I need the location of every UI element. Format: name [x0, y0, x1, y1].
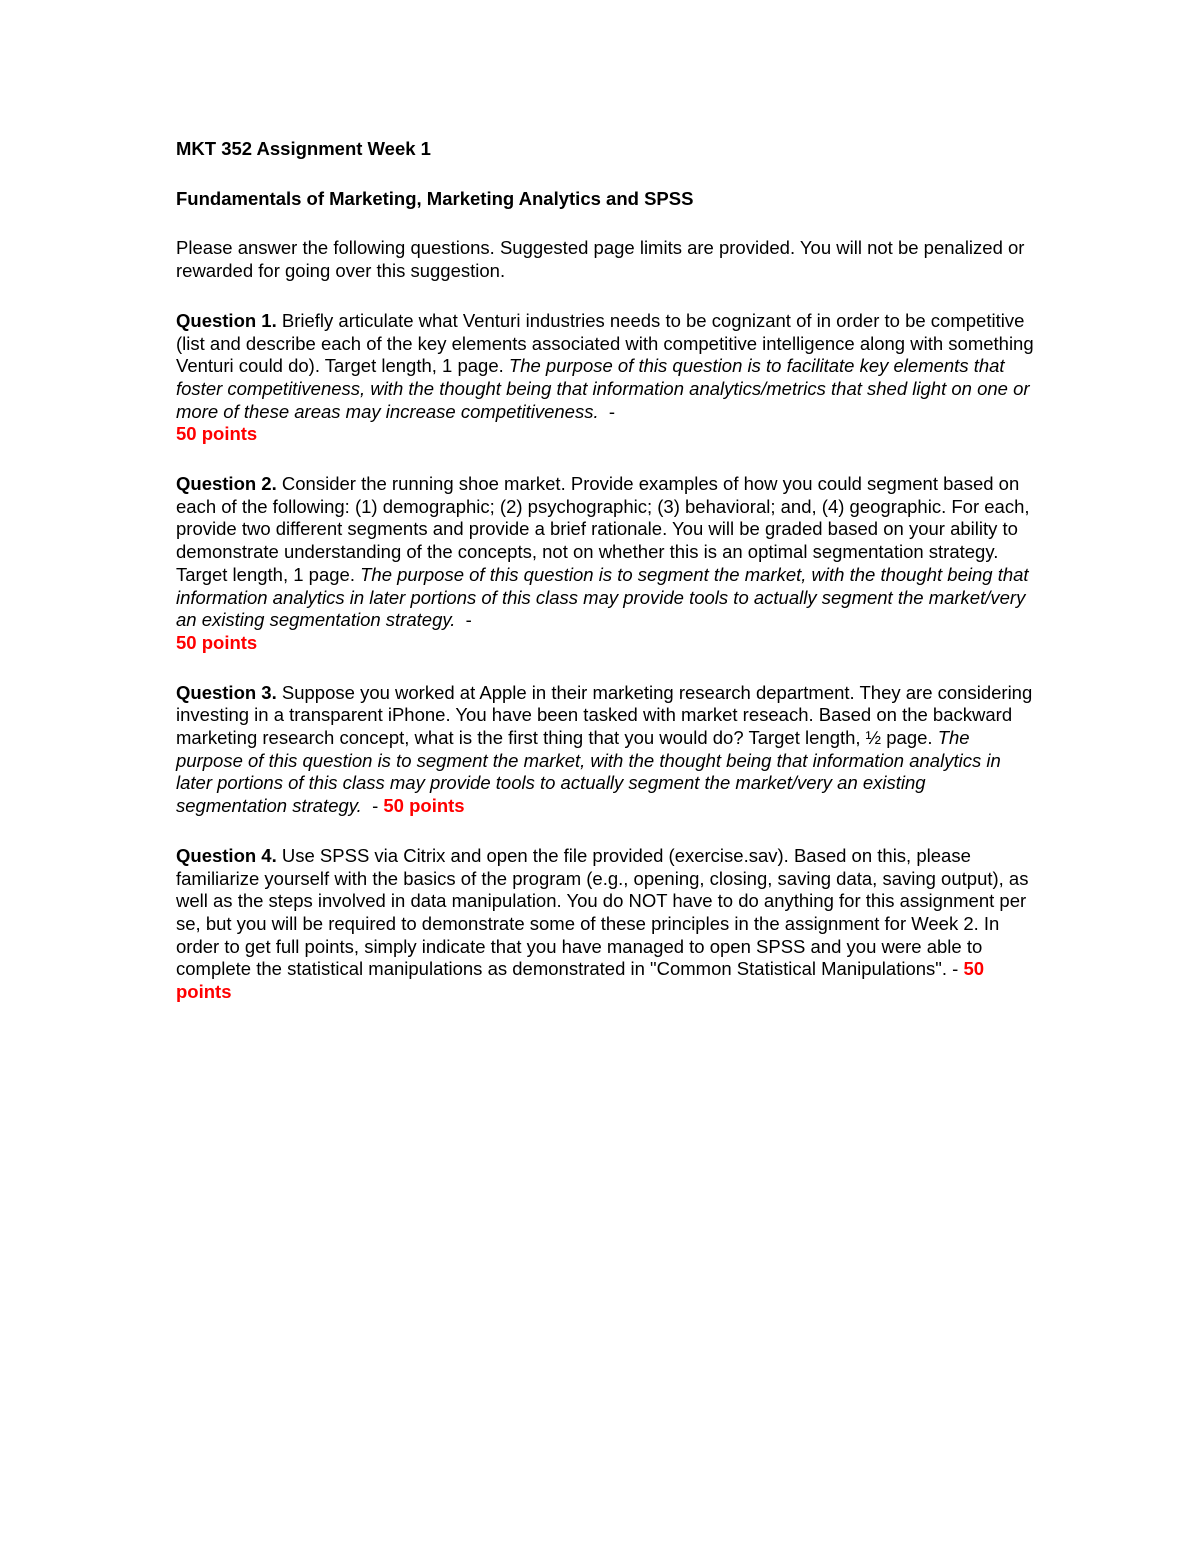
question-3-purpose: The purpose of this question is to segment the market, with the thought being that information analytics in later portions of this class may provide tools to actually segment the market/very an existing segmentation strategy.	[176, 727, 1001, 817]
question-1	[176, 310, 1036, 446]
question-4	[176, 845, 1036, 1004]
question-3-label: Question 3.	[176, 681, 277, 703]
question-4-points: 50 points	[176, 958, 985, 1003]
question-2-points: 50 points	[176, 631, 258, 653]
question-2-dash: -	[455, 609, 472, 631]
question-4-body: Use SPSS via Citrix and open the file provided (exercise.sav). Based on this, please familiarize yourself with the basics of the program (e.g., opening, closing, saving data, saving output), as well as the steps involved in data manipulation. You do NOT have to do anything for this assignment per se, but you will be required to demonstrate some of these principles in the assignment for Week 2. In order to get full points, simply indicate that you have managed to open SPSS and you were able to complete the statistical manipulations as demonstrated in "Common Statistical Manipulations".	[176, 844, 1029, 980]
question-1-points: 50 points	[176, 423, 258, 445]
document-body	[176, 138, 1036, 1031]
question-2-body: Consider the running shoe market. Provide examples of how you could segment based on each of the following: (1) demographic; (2) psychographic; (3) behavioral; and, (4) geographic. For each, provide two different segments and provide a brief rationale. You will be graded based on your ability to demonstrate understanding of the concepts, not on whether this is an optimal segmentation strategy. Target length, 1 page.	[176, 473, 1030, 585]
question-2	[176, 473, 1036, 655]
instructions-paragraph: Please answer the following questions. Suggested page limits are provided. You will not be penalized or rewarded for going over this suggestion.	[176, 237, 1025, 282]
question-1-purpose: The purpose of this question is to facilitate key elements that foster competitiveness, with the thought being that information analytics/metrics that shed light on one or more of these areas may increase competitiveness.	[176, 355, 1030, 422]
question-4-dash: -	[946, 958, 964, 980]
question-1-dash: -	[598, 400, 616, 422]
question-2-label: Question 2.	[176, 473, 277, 495]
question-2-purpose: The purpose of this question is to segment the market, with the thought being that information analytics in later portions of this class may provide tools to actually segment the market/very an existing segmentation strategy.	[176, 563, 1029, 631]
document-title: MKT 352 Assignment Week 1	[176, 138, 431, 159]
question-1-body: Briefly articulate what Venturi industries needs to be cognizant of in order to be competitive (list and describe each of the key elements associated with competitive intelligence along with something Venturi could do). Target length, 1 page.	[176, 309, 1034, 377]
question-3-points: 50 points	[383, 795, 465, 817]
question-3-dash: -	[361, 795, 384, 817]
question-3	[176, 682, 1036, 818]
question-3-body: Suppose you worked at Apple in their marketing research department. They are considering investing in a transparent iPhone. You have been tasked with market reseach. Based on the backward marketing research concept, what is the first thing that you would do? Target length, ½ page.	[176, 681, 1033, 749]
question-4-label: Question 4.	[176, 844, 277, 866]
question-1-label: Question 1.	[176, 309, 277, 331]
document-subtitle: Fundamentals of Marketing, Marketing Analytics and SPSS	[176, 187, 694, 209]
